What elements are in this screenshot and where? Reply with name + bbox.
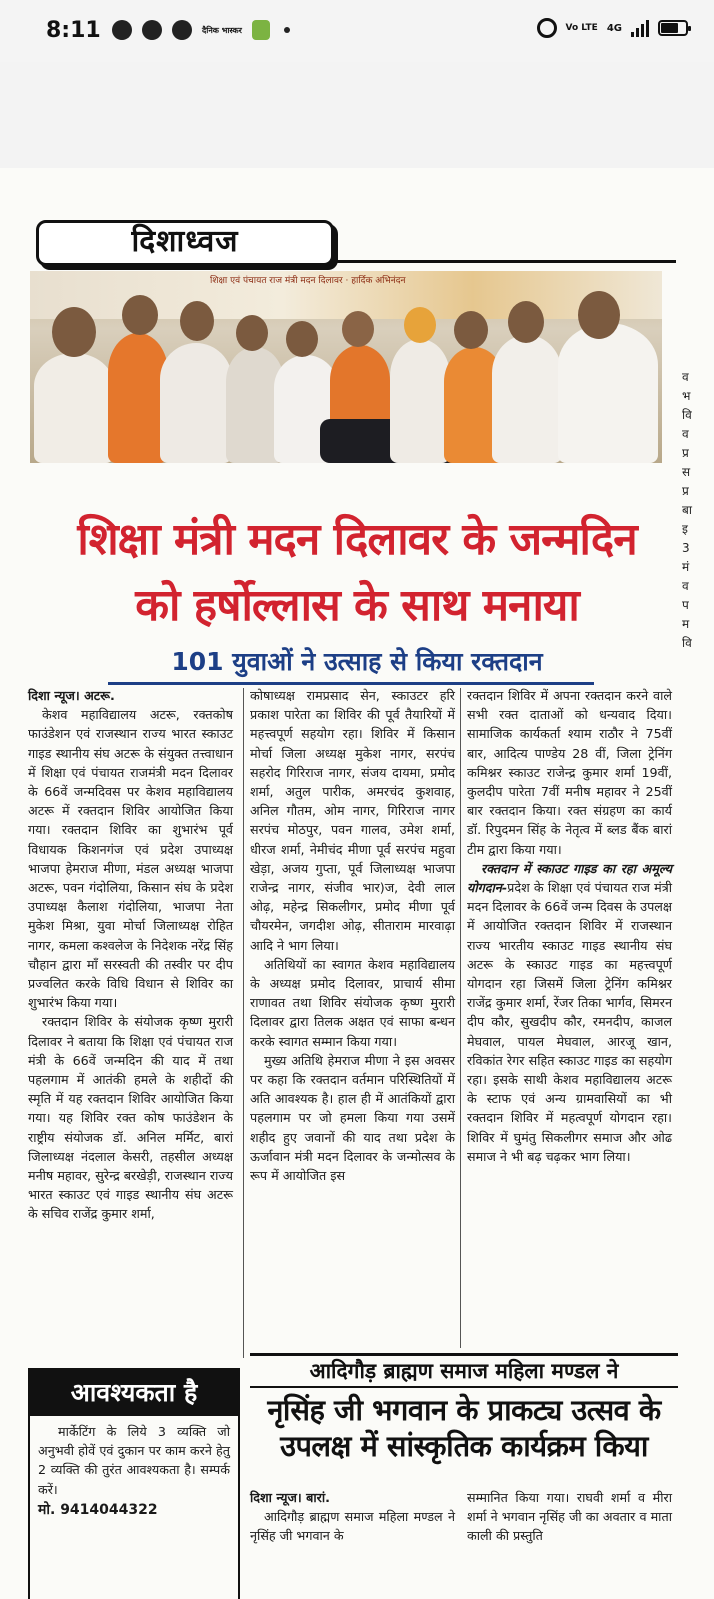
story2-headline-line-1: नृसिंह जी भगवान के प्राकट्य उत्सव के <box>267 1393 661 1427</box>
article-subhead: रक्तदान में स्काउट गाइड का रहा अमूल्य योगदान- <box>467 860 672 896</box>
dainik-bhaskar-icon: दैनिक भास्कर <box>202 25 242 35</box>
battery-icon <box>658 20 688 36</box>
alarm-icon <box>537 18 557 38</box>
classified-ad-title: आवश्यकता है <box>30 1370 238 1416</box>
story2-kicker: आदिगौड़ ब्राह्मण समाज महिला मण्डल ने <box>250 1353 678 1388</box>
event-photo <box>30 271 662 463</box>
article-paragraph-with-subhead <box>467 859 672 1166</box>
article-dateline: दिशा न्यूज। अटरू. <box>28 688 115 703</box>
column-divider <box>460 688 461 1348</box>
battery-fill <box>661 23 678 33</box>
status-bar <box>0 0 714 62</box>
story2-column-right <box>467 1488 672 1546</box>
article-paragraph: अतिथियों का स्वागत केशव महाविद्यालय के अध्यक्ष प्रमोद दिलावर, प्राचार्य सीमा राणावत तथा शिविर संयोजक कृष्ण मुरारी दिलावर द्वारा तिलक अक्षत एवं साफा बन्धन करके स्वागत सम्मान किया गया। <box>250 956 455 1049</box>
more-notifications-dot-icon <box>284 27 290 33</box>
article-dateline-paragraph <box>28 686 233 705</box>
story2-headline-line-2: उपलक्ष में सांस्कृतिक कार्यक्रम किया <box>280 1429 648 1463</box>
article-paragraph-text: प्रदेश के शिक्षा एवं पंचायत राज मंत्री मदन दिलावर के 66वें जन्म दिवस के उपलक्ष में आयोजित रक्तदान शिविर में राजस्थान राज्य भारतीय स्काउट गाइड स्थानीय संघ अटरू के स्काउट गाइड का महत्त्वपूर्ण योगदान रहा जिसमें जिला ट्रेनिंग कमिश्नर राजेंद्र कुमार शर्मा, रेंजर तिका भार्गव, सिमरन दीप कौर, सुखदीप कौर, रमनदीप, काजल मेघवाल, पायल मेघवाल, आरजू खान, रविकांत रेगर सहित स्काउट गाइड का सहयोग रहा। इसके साथी केशव महाविद्यालय अटरू के स्टाफ एवं अन्य ग्रामवासियों का भी रक्तदान शिविर में महत्वपूर्ण योगदान रहा। शिविर में घुमंतु सिकलीगर समाज और ओढ समाज ने भी बढ़ चढ़कर भाग लिया। <box>467 880 672 1164</box>
article-column-1 <box>28 686 233 1224</box>
more-dots-icon <box>172 20 192 40</box>
article-paragraph: कोषाध्यक्ष रामप्रसाद सेन, स्काउटर हरि प्रकाश पारेता का शिविर की पूर्व तैयारियों में महत्त्वपूर्ण सहयोग रहा। शिविर में किसान मोर्चा जिला अध्यक्ष मुकेश नागर, सरपंच सहरोद गिरिराज नागर, संजय दायमा, प्रमोद शर्मा, अतुल पारीक, अमरचंद कुशवाह, अनिल गौतम, ओम नागर, गिरिराज नागर सरपंच मोठपुर, पवन गालव, उमेश शर्मा, धीरज शर्मा, नेमीचंद मीणा पूर्व सरपंच महुवा खेड़ा, अजय गुप्ता, पूर्व जिलाध्यक्ष भाजपा राजेन्द्र नागर, संजीव भार)ज, देवी लाल ओढ़, महेन्द्र सिकलीगर, प्रमोद मीणा पूर्व चौयरमेन, जगदीश ओढ़, सीताराम मारवाढ़ा आदि ने भाग लिया। <box>250 688 455 953</box>
subheadline: 101 युवाओं ने उत्साह से किया रक्तदान <box>171 647 543 676</box>
story2-paragraph: सम्मानित किया गया। राघवी शर्मा व मीरा शर्मा ने भगवान नृसिंह जी का अवतार व माता काली की प्रस्तुति <box>467 1490 672 1544</box>
story2-dateline: दिशा न्यूज। बारां. <box>250 1490 330 1505</box>
article-paragraph: रक्तदान शिविर के संयोजक कृष्ण मुरारी दिलावर ने बताया कि शिक्षा एवं पंचायत राज मंत्री के 66वें जन्मदिन की याद में तथा पहलगाम में आतंकी हमले के शहीदों की स्मृति में यह रक्तदान शिविर आयोजित किया गया। यह शिविर रक्त कोष फाउंडेशन के राष्ट्रीय संयोजक डॉ. अनिल मर्मिट, बारां जिलाध्यक्ष नंदलाल केसरी, तहसील अध्यक्ष मनीष महावर, सुरेन्द्र बरखेड़ी, राजस्थान राज्य भारत स्काउट एवं गाइड स्थानीय संघ अटरू के सचिव राजेंद्र कुमार शर्मा, <box>28 1014 233 1222</box>
signal-strength-icon <box>631 19 649 37</box>
article-column-2 <box>250 686 455 1185</box>
masthead-rule <box>336 260 676 263</box>
whatsapp-icon <box>112 20 132 40</box>
story2-column-left <box>250 1488 455 1546</box>
section-masthead: दिशाध्वज <box>36 220 334 266</box>
article-paragraph: केशव महाविद्यालय अटरू, रक्तकोष फाउंडेशन एवं राजस्थान राज्य भारत स्काउट गाइड स्थानीय संघ अटरू के संयुक्त तत्त्वाधान में शिक्षा एवं पंचायत राजमंत्री मदन दिलावर के 66वें जन्मदिवस पर केशव महाविद्यालय अटरू में रक्तदान शिविर आयोजित किया गया। रक्तदान शिविर का शुभारंभ पूर्व विधायक किशनगंज एवं प्रदेश उपाध्यक्ष भाजपा हेमराज मीणा, मंडल अध्यक्ष भाजपा अटरू, पवन गंदोलिया, किसान संघ के प्रदेश उपाध्यक्ष कैलाश गंदोलिया, भाजपा नेता मुकेश मिश्रा, युवा मोर्चा जिलाध्यक्ष रोहित नागर, कमला कश्वलेज के निदेशक नरेंद्र सिंह चौहान द्वारा माँ सरस्वती की तस्वीर पर दीप प्रज्वलित करके विधि विधान से शिविर का शुभारंभ किया गया। <box>28 707 233 1011</box>
chat-bubble-icon <box>142 20 162 40</box>
classified-ad-body <box>30 1416 238 1526</box>
network-type-label: 4G <box>606 22 622 34</box>
next-column-fragments: व भ वि व प्र स प्र बा इ 3 मं व प म वि <box>682 370 692 650</box>
article-paragraph: मुख्य अतिथि हेमराज मीणा ने इस अवसर पर कहा कि रक्तदान वर्तमान परिस्थितियों में अति आवश्यक है। हाल ही में आतंकियों द्वारा पहलगाम पर जो हमला किया गया उसमें शहीद हुए जवानों की याद तथा प्रदेश के ऊर्जावान मंत्री मदन दिलावर के जन्मोत्सव के रूप में आयोजित इस <box>250 1052 455 1184</box>
story2-paragraph: आदिगौड़ ब्राह्मण समाज महिला मण्डल ने नृसिंह जी भगवान के <box>250 1509 455 1544</box>
classified-ad-text: मार्केटिंग के लिये 3 व्यक्ति जो अनुभवी होवें एवं दुकान पर काम करने हेतु 2 व्यक्ति की तुरंत आवश्यकता है। सम्पर्क करें। <box>38 1424 230 1497</box>
article-column-3 <box>467 686 672 1166</box>
article-paragraph: रक्तदान शिविर में अपना रक्तदान करने वाले सभी रक्त दाताओं को धन्यवाद दिया। सामाजिक कार्यकर्ता श्याम राठौर ने 75वीं बार, आदित्य पाण्डेय 28 वीं, जिला ट्रेनिंग कमिश्नर स्काउट राजेन्द्र कुमार शर्मा 19वीं, कुलदीप पारेता 7वीं मनीष महावर ने 25वीं बार रक्तदान किया। रक्त संग्रहण का कार्य डॉ. रिपुदमन सिंह के नेतृत्व में ब्लड बैंक बारां टीम द्वारा किया गया। <box>467 688 672 857</box>
subheadline-underline <box>108 682 594 685</box>
classified-ad-phone: मो. 9414044322 <box>38 1501 158 1518</box>
status-time: 8:11 <box>46 18 101 43</box>
photo-banner-text: शिक्षा एवं पंचायत राज मंत्री मदन दिलावर · हार्दिक अभिनंदन <box>210 276 406 286</box>
app-badge-icon <box>252 20 270 40</box>
column-divider <box>243 688 244 1358</box>
headline-line-2: को हर्षोल्लास के साथ मनाया <box>135 580 579 631</box>
volte-icon: Vo LTE <box>565 22 598 33</box>
newspaper-page[interactable] <box>0 168 714 1599</box>
classified-ad <box>28 1368 240 1599</box>
notification-icons <box>112 20 290 40</box>
headline-line-1: शिक्षा मंत्री मदन दिलावर के जन्मदिन <box>77 514 637 565</box>
system-icons <box>537 18 689 38</box>
